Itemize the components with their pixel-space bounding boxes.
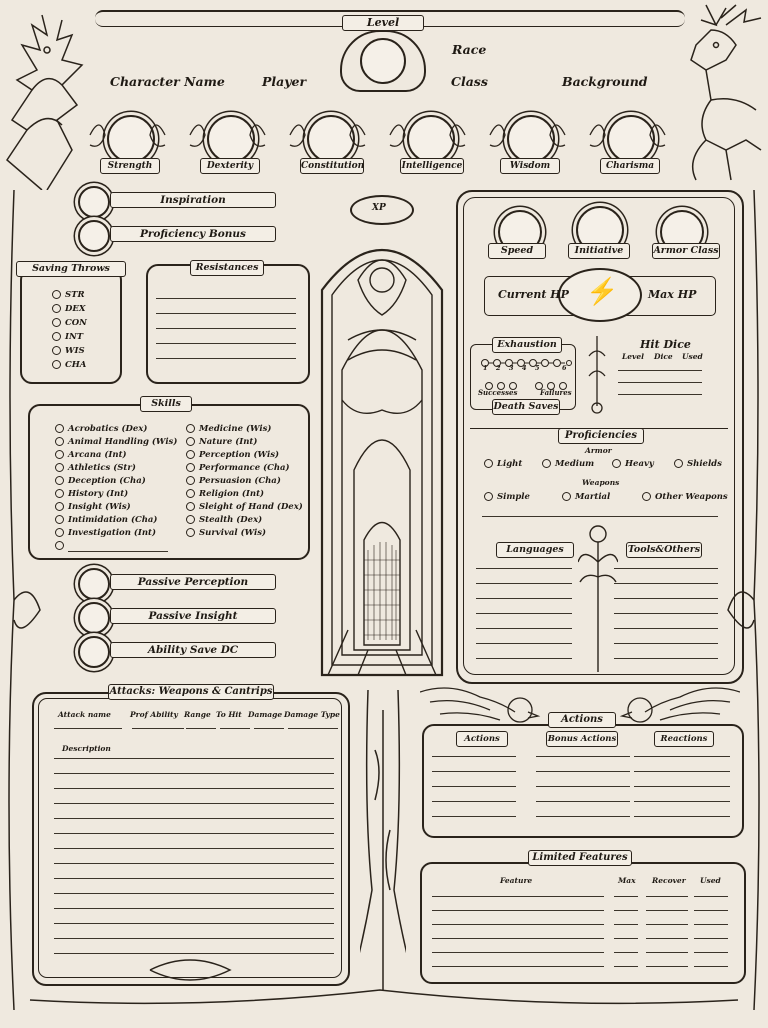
action-line[interactable] bbox=[432, 816, 516, 817]
attack-col-range: Range bbox=[184, 710, 211, 719]
skill-item[interactable]: Persuasion (Cha) bbox=[186, 476, 281, 486]
feature-line[interactable] bbox=[432, 924, 604, 925]
language-line[interactable] bbox=[476, 643, 572, 644]
exhaustion-num-4: 4 bbox=[522, 364, 527, 372]
action-line[interactable] bbox=[432, 786, 516, 787]
skill-radio[interactable] bbox=[55, 424, 64, 433]
attacks-title: Attacks: Weapons & Cantrips bbox=[108, 684, 274, 700]
armor-medium[interactable]: Medium bbox=[542, 459, 594, 469]
hit-dice-divider-ornament bbox=[584, 336, 610, 416]
ability-save-dc-label: Ability Save DC bbox=[110, 642, 276, 658]
attack-col-prof: Prof Ability bbox=[130, 710, 178, 719]
skill-radio[interactable] bbox=[55, 528, 64, 537]
attack-row-line[interactable] bbox=[288, 728, 338, 729]
attack-col-name: Attack name bbox=[58, 710, 111, 719]
action-line[interactable] bbox=[536, 756, 630, 757]
hit-dice-line[interactable] bbox=[618, 370, 702, 371]
resistance-line[interactable] bbox=[156, 298, 296, 299]
skill-item[interactable]: Religion (Int) bbox=[186, 489, 264, 499]
proficiency-bonus-label: Proficiency Bonus bbox=[110, 226, 276, 242]
resistance-line[interactable] bbox=[156, 328, 296, 329]
save-con-radio[interactable] bbox=[52, 318, 61, 327]
language-line[interactable] bbox=[614, 598, 718, 599]
actions-title: Actions bbox=[548, 712, 616, 728]
attack-description-line[interactable] bbox=[54, 833, 334, 834]
languages-title: Languages bbox=[496, 542, 574, 558]
attack-row-line[interactable] bbox=[54, 728, 122, 729]
save-str[interactable]: STR bbox=[52, 290, 85, 300]
feature-line[interactable] bbox=[694, 896, 728, 897]
skill-item[interactable]: Sleight of Hand (Dex) bbox=[186, 502, 303, 512]
skill-item[interactable]: Performance (Cha) bbox=[186, 463, 290, 473]
skill-item[interactable]: Athletics (Str) bbox=[55, 463, 136, 473]
feature-line[interactable] bbox=[432, 910, 604, 911]
attack-col-damage-type: Damage Type bbox=[284, 710, 340, 719]
class-label: Class bbox=[451, 74, 488, 89]
save-cha[interactable]: CHA bbox=[52, 360, 86, 370]
hit-dice-col-dice: Dice bbox=[654, 352, 673, 361]
exhaustion-num-6: 6 bbox=[562, 364, 567, 372]
feature-col: Feature bbox=[500, 876, 533, 885]
actions-col-actions: Actions bbox=[456, 731, 508, 747]
attack-description-line[interactable] bbox=[54, 923, 334, 924]
skill-item[interactable]: Perception (Wis) bbox=[186, 450, 279, 460]
skill-radio[interactable] bbox=[55, 437, 64, 446]
max-hp-label: Max HP bbox=[648, 288, 697, 301]
attack-col-damage: Damage bbox=[248, 710, 283, 719]
language-line[interactable] bbox=[476, 583, 572, 584]
proficiency-line[interactable] bbox=[482, 516, 718, 517]
attack-description-label: Description bbox=[62, 744, 111, 753]
attack-col-tohit: To Hit bbox=[216, 710, 242, 719]
max-col: Max bbox=[618, 876, 636, 885]
xp-label: XP bbox=[372, 203, 386, 213]
feature-line[interactable] bbox=[432, 896, 604, 897]
resistance-line[interactable] bbox=[156, 313, 296, 314]
action-line[interactable] bbox=[634, 756, 730, 757]
weapon-simple[interactable]: Simple bbox=[484, 492, 530, 502]
attack-description-line[interactable] bbox=[54, 893, 334, 894]
death-saves-title: Death Saves bbox=[492, 399, 560, 415]
current-hp-label: Current HP bbox=[498, 288, 569, 301]
action-line[interactable] bbox=[634, 771, 730, 772]
proficiency-bonus-circle[interactable] bbox=[78, 220, 110, 252]
attack-description-line[interactable] bbox=[54, 758, 334, 759]
player-label: Player bbox=[262, 74, 307, 89]
action-line[interactable] bbox=[536, 786, 630, 787]
speed-label: Speed bbox=[488, 243, 546, 259]
action-line[interactable] bbox=[634, 801, 730, 802]
hit-dice-line[interactable] bbox=[618, 394, 702, 395]
inspiration-circle[interactable] bbox=[78, 186, 110, 218]
language-line[interactable] bbox=[476, 598, 572, 599]
resistances-frame bbox=[146, 264, 310, 384]
save-wis-radio[interactable] bbox=[52, 346, 61, 355]
resistance-line[interactable] bbox=[156, 343, 296, 344]
action-line[interactable] bbox=[432, 756, 516, 757]
language-line[interactable] bbox=[614, 628, 718, 629]
feature-line[interactable] bbox=[432, 952, 604, 953]
lightning-icon: ⚡ bbox=[586, 277, 619, 307]
feature-line[interactable] bbox=[432, 966, 604, 967]
skill-item[interactable]: Survival (Wis) bbox=[186, 528, 266, 538]
attack-row-line[interactable] bbox=[220, 728, 250, 729]
skill-item-custom[interactable] bbox=[55, 541, 68, 551]
weapon-other-radio[interactable] bbox=[642, 492, 651, 501]
character-name-label: Character Name bbox=[110, 74, 225, 89]
skill-item[interactable]: History (Int) bbox=[55, 489, 128, 499]
armor-light[interactable]: Light bbox=[484, 459, 522, 469]
proficiencies-title: Proficiencies bbox=[558, 428, 644, 444]
skill-item[interactable]: Animal Handling (Wis) bbox=[55, 437, 177, 447]
attack-row-line[interactable] bbox=[132, 728, 184, 729]
skill-radio[interactable] bbox=[186, 463, 195, 472]
left-creature-illustration bbox=[2, 10, 92, 190]
hit-dice-col-used: Used bbox=[682, 352, 703, 361]
attacks-inner-frame bbox=[38, 698, 342, 978]
tree-trunk-art bbox=[360, 690, 406, 1024]
wisdom-label: Wisdom bbox=[500, 158, 560, 174]
skill-radio[interactable] bbox=[55, 476, 64, 485]
passive-insight-circle[interactable] bbox=[78, 602, 110, 634]
skill-radio[interactable] bbox=[186, 502, 195, 511]
exhaustion-track[interactable] bbox=[480, 353, 572, 363]
dexterity-label: Dexterity bbox=[200, 158, 260, 174]
skill-item[interactable]: Acrobatics (Dex) bbox=[55, 424, 147, 434]
actions-col-reactions: Reactions bbox=[654, 731, 714, 747]
skills-title: Skills bbox=[140, 396, 192, 412]
feature-line[interactable] bbox=[614, 924, 638, 925]
skill-radio[interactable] bbox=[186, 450, 195, 459]
skill-radio[interactable] bbox=[186, 528, 195, 537]
hit-dice-title: Hit Dice bbox=[640, 338, 691, 351]
feature-line[interactable] bbox=[646, 966, 688, 967]
feature-line[interactable] bbox=[694, 910, 728, 911]
action-line[interactable] bbox=[432, 771, 516, 772]
feature-line[interactable] bbox=[646, 896, 688, 897]
attack-description-line[interactable] bbox=[54, 848, 334, 849]
feature-line[interactable] bbox=[432, 938, 604, 939]
feature-line[interactable] bbox=[694, 938, 728, 939]
level-ring[interactable] bbox=[360, 38, 406, 84]
language-line[interactable] bbox=[476, 568, 572, 569]
action-line[interactable] bbox=[536, 816, 630, 817]
language-line[interactable] bbox=[476, 628, 572, 629]
initiative-label: Initiative bbox=[568, 243, 630, 259]
passive-perception-circle[interactable] bbox=[78, 568, 110, 600]
skill-radio[interactable] bbox=[186, 424, 195, 433]
feature-line[interactable] bbox=[646, 924, 688, 925]
attack-description-line[interactable] bbox=[54, 953, 334, 954]
death-save-circles[interactable] bbox=[484, 376, 576, 386]
used-col: Used bbox=[700, 876, 721, 885]
exhaustion-num-5: 5 bbox=[535, 364, 540, 372]
weapon-martial-radio[interactable] bbox=[562, 492, 571, 501]
weapon-other[interactable]: Other Weapons bbox=[642, 492, 728, 502]
exhaustion-num-1: 1 bbox=[483, 364, 488, 372]
language-line[interactable] bbox=[476, 613, 572, 614]
action-line[interactable] bbox=[634, 816, 730, 817]
skill-radio[interactable] bbox=[55, 489, 64, 498]
actions-col-bonus: Bonus Actions bbox=[546, 731, 618, 747]
failures-label: Failures bbox=[540, 388, 572, 397]
language-line[interactable] bbox=[614, 643, 718, 644]
armor-medium-radio[interactable] bbox=[542, 459, 551, 468]
exhaustion-title: Exhaustion bbox=[492, 337, 562, 353]
armor-shields[interactable]: Shields bbox=[674, 459, 722, 469]
ability-save-dc-circle[interactable] bbox=[78, 636, 110, 668]
skill-radio[interactable] bbox=[186, 489, 195, 498]
central-tree-ornament bbox=[578, 522, 618, 672]
skill-radio[interactable] bbox=[55, 463, 64, 472]
attack-description-line[interactable] bbox=[54, 938, 334, 939]
save-cha-radio[interactable] bbox=[52, 360, 61, 369]
recover-col: Recover bbox=[652, 876, 686, 885]
action-line[interactable] bbox=[536, 801, 630, 802]
skill-item[interactable]: Investigation (Int) bbox=[55, 528, 156, 538]
gothic-window-art bbox=[318, 220, 446, 680]
limited-features-title: Limited Features bbox=[528, 850, 632, 866]
saving-throws-title: Saving Throws bbox=[16, 261, 126, 277]
save-int-radio[interactable] bbox=[52, 332, 61, 341]
ability-leaf-ornaments bbox=[85, 105, 685, 165]
hit-dice-line[interactable] bbox=[618, 382, 702, 383]
skill-item[interactable]: Deception (Cha) bbox=[55, 476, 146, 486]
weapon-martial[interactable]: Martial bbox=[562, 492, 610, 502]
skill-item[interactable]: Arcana (Int) bbox=[55, 450, 127, 460]
skill-item[interactable]: Insight (Wis) bbox=[55, 502, 131, 512]
attack-description-line[interactable] bbox=[54, 773, 334, 774]
feature-line[interactable] bbox=[646, 938, 688, 939]
inspiration-label: Inspiration bbox=[110, 192, 276, 208]
feature-line[interactable] bbox=[614, 938, 638, 939]
constitution-label: Constitution bbox=[300, 158, 364, 174]
language-line[interactable] bbox=[614, 568, 718, 569]
skill-radio[interactable] bbox=[186, 437, 195, 446]
armor-light-radio[interactable] bbox=[484, 459, 493, 468]
attack-description-line[interactable] bbox=[54, 878, 334, 879]
save-wis[interactable]: WIS bbox=[52, 346, 85, 356]
armor-heavy[interactable]: Heavy bbox=[612, 459, 654, 469]
language-line[interactable] bbox=[614, 583, 718, 584]
skill-radio[interactable] bbox=[186, 515, 195, 524]
skill-item[interactable]: Stealth (Dex) bbox=[186, 515, 262, 525]
skill-radio[interactable] bbox=[55, 502, 64, 511]
weapons-label: Weapons bbox=[582, 478, 620, 487]
language-line[interactable] bbox=[614, 658, 718, 659]
exhaustion-num-2: 2 bbox=[496, 364, 501, 372]
feature-line[interactable] bbox=[694, 924, 728, 925]
resistance-line[interactable] bbox=[156, 358, 296, 359]
strength-label: Strength bbox=[100, 158, 160, 174]
custom-skill-line[interactable] bbox=[68, 551, 168, 552]
skill-radio[interactable] bbox=[55, 515, 64, 524]
feature-line[interactable] bbox=[614, 896, 638, 897]
save-dex[interactable]: DEX bbox=[52, 304, 85, 314]
skill-item[interactable]: Nature (Int) bbox=[186, 437, 257, 447]
action-line[interactable] bbox=[536, 771, 630, 772]
skill-radio[interactable] bbox=[55, 541, 64, 550]
weapon-simple-radio[interactable] bbox=[484, 492, 493, 501]
feature-line[interactable] bbox=[614, 966, 638, 967]
hit-dice-col-level: Level bbox=[622, 352, 645, 361]
charisma-label: Charisma bbox=[600, 158, 660, 174]
save-con[interactable]: CON bbox=[52, 318, 87, 328]
feature-line[interactable] bbox=[614, 910, 638, 911]
passive-perception-label: Passive Perception bbox=[110, 574, 276, 590]
armor-label: Armor bbox=[585, 446, 612, 455]
skill-radio[interactable] bbox=[55, 450, 64, 459]
tools-others-title: Tools&Others bbox=[626, 542, 702, 558]
save-int[interactable]: INT bbox=[52, 332, 83, 342]
armor-heavy-radio[interactable] bbox=[612, 459, 621, 468]
attack-description-line[interactable] bbox=[54, 908, 334, 909]
passive-insight-label: Passive Insight bbox=[110, 608, 276, 624]
action-line[interactable] bbox=[634, 786, 730, 787]
attack-row-line[interactable] bbox=[254, 728, 284, 729]
attack-description-line[interactable] bbox=[54, 803, 334, 804]
attack-row-line[interactable] bbox=[186, 728, 216, 729]
feature-line[interactable] bbox=[614, 952, 638, 953]
feature-line[interactable] bbox=[694, 952, 728, 953]
attack-description-line[interactable] bbox=[54, 818, 334, 819]
language-line[interactable] bbox=[614, 613, 718, 614]
save-dex-radio[interactable] bbox=[52, 304, 61, 313]
skill-radio[interactable] bbox=[186, 476, 195, 485]
resistances-title: Resistances bbox=[190, 260, 264, 276]
race-label: Race bbox=[452, 42, 487, 57]
background-label: Background bbox=[562, 74, 648, 89]
intelligence-label: Intelligence bbox=[400, 158, 464, 174]
language-line[interactable] bbox=[476, 658, 572, 659]
feature-line[interactable] bbox=[646, 910, 688, 911]
armor-class-label: Armor Class bbox=[652, 243, 720, 259]
action-line[interactable] bbox=[432, 801, 516, 802]
save-str-radio[interactable] bbox=[52, 290, 61, 299]
skill-item[interactable]: Medicine (Wis) bbox=[186, 424, 271, 434]
skill-item[interactable]: Intimidation (Cha) bbox=[55, 515, 157, 525]
level-label: Level bbox=[342, 15, 424, 31]
successes-label: Successes bbox=[478, 388, 518, 397]
attack-description-line[interactable] bbox=[54, 788, 334, 789]
attack-description-line[interactable] bbox=[54, 863, 334, 864]
exhaustion-num-3: 3 bbox=[509, 364, 514, 372]
armor-shields-radio[interactable] bbox=[674, 459, 683, 468]
feature-line[interactable] bbox=[694, 966, 728, 967]
feature-line[interactable] bbox=[646, 952, 688, 953]
